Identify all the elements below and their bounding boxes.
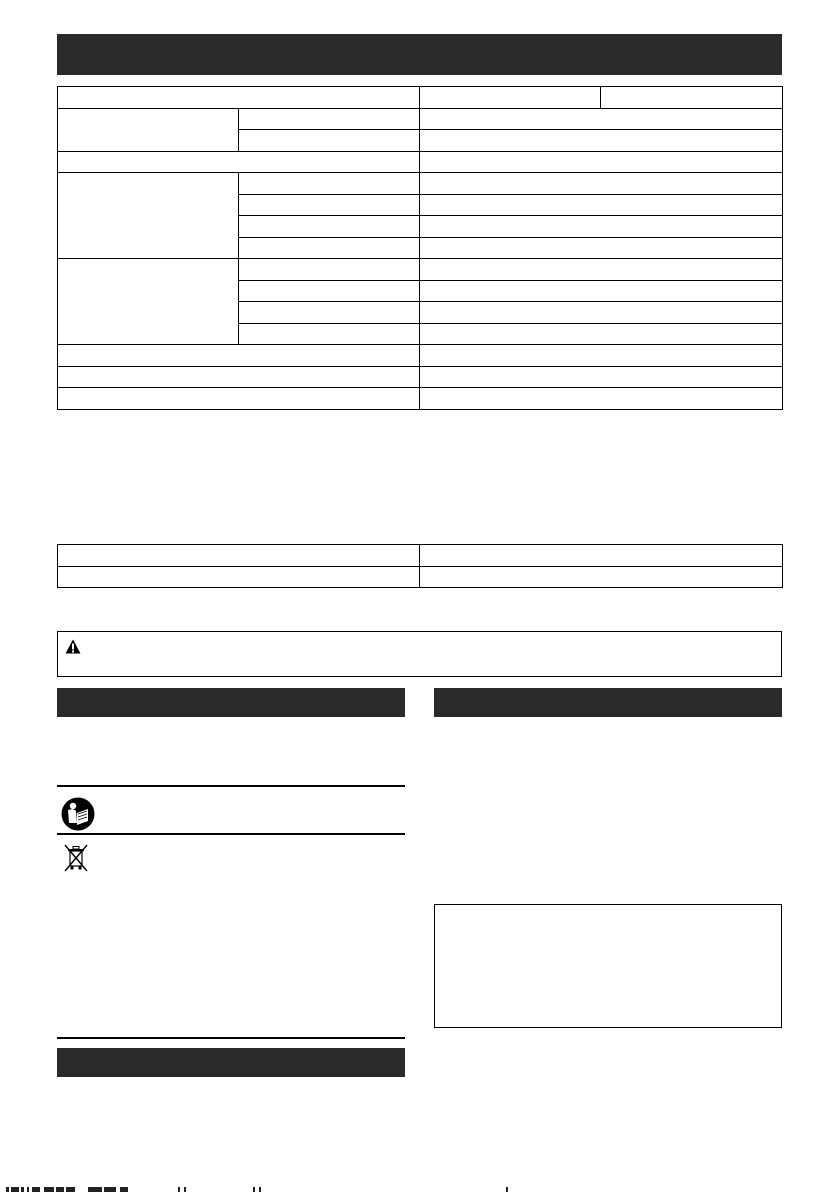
page-title-bar	[57, 34, 782, 75]
table-cell	[420, 302, 783, 324]
table-cell	[239, 173, 420, 195]
section-header-left-top	[57, 688, 405, 717]
divider	[57, 785, 405, 787]
read-manual-icon	[61, 797, 95, 831]
table-cell	[239, 237, 420, 259]
table-cell	[58, 545, 420, 567]
table-cell	[601, 87, 783, 109]
table-cell	[239, 130, 420, 152]
table-cell	[420, 280, 783, 302]
table-cell	[420, 173, 783, 195]
table-cell	[420, 545, 783, 567]
cropped-text-fragment	[0, 1185, 840, 1192]
table-row	[58, 545, 783, 567]
table-cell	[58, 345, 420, 367]
table-cell	[239, 194, 420, 216]
section-header-right-top	[434, 688, 782, 717]
table-cell	[420, 151, 783, 173]
table-row	[58, 259, 783, 281]
table-cell	[420, 130, 783, 152]
table-cell	[420, 87, 601, 109]
table-cell	[58, 388, 420, 410]
table-cell	[420, 388, 783, 410]
table-cell	[239, 108, 420, 130]
table-cell	[58, 151, 420, 173]
table-cell	[239, 302, 420, 324]
table-cell	[58, 566, 420, 588]
table-row	[58, 566, 783, 588]
table-row	[58, 173, 783, 195]
specification-table	[57, 86, 783, 410]
table-cell	[420, 108, 783, 130]
table-cell	[420, 345, 783, 367]
table-row	[58, 151, 783, 173]
table-row	[58, 87, 783, 109]
table-cell	[420, 237, 783, 259]
crossed-out-wheelie-bin-icon	[62, 843, 90, 873]
table-cell	[58, 259, 239, 345]
divider	[57, 1037, 405, 1039]
table-cell	[58, 173, 239, 259]
table-cell	[58, 108, 239, 151]
table-row	[58, 366, 783, 388]
divider	[57, 833, 405, 835]
table-cell	[58, 87, 420, 109]
table-cell	[420, 259, 783, 281]
table-cell	[420, 566, 783, 588]
table-row	[58, 345, 783, 367]
table-cell	[420, 323, 783, 345]
warning-triangle-icon	[65, 639, 81, 654]
table-cell	[420, 216, 783, 238]
table-cell	[58, 366, 420, 388]
warning-box	[57, 631, 782, 677]
table-cell	[420, 194, 783, 216]
table-cell	[420, 366, 783, 388]
table-cell	[239, 280, 420, 302]
table-row	[58, 108, 783, 130]
boxed-notice	[434, 904, 782, 1028]
section-header-left-bottom	[57, 1048, 405, 1077]
secondary-table	[57, 544, 783, 588]
table-cell	[239, 259, 420, 281]
table-cell	[239, 323, 420, 345]
table-cell	[239, 216, 420, 238]
table-row	[58, 388, 783, 410]
